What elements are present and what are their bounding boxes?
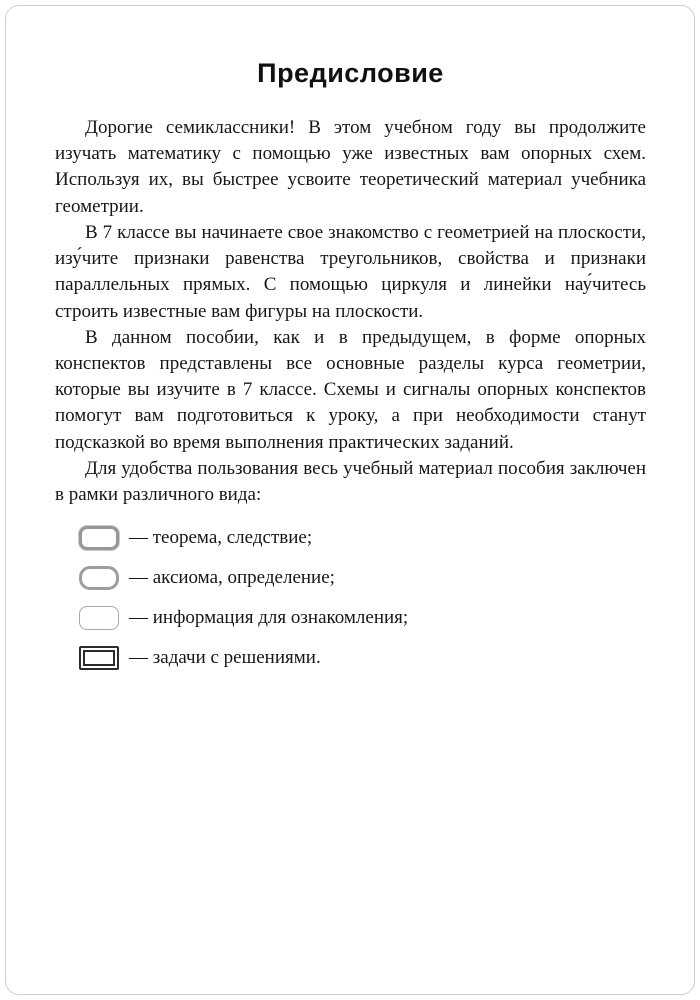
legend-label-axiom: — аксиома, определение; [129,567,335,589]
frame-legend [55,524,646,672]
document-page [55,58,646,684]
legend-item-axiom [79,564,646,592]
axiom-frame-sample [79,566,119,590]
theorem-frame-sample [79,526,119,550]
legend-label-theorem: — теорема, следствие; [129,527,313,549]
tasks-frame-sample [79,646,119,670]
legend-item-theorem [79,524,646,552]
legend-item-info [79,604,646,632]
page-title: Предисловие [257,58,444,88]
paragraph-1: Дорогие семиклассники! В этом учебном году вы продолжите изучать математику с помощью уже известных вам опорных схем. Используя их, вы быстрее усвоите теоретический материал учебника геометрии. [55,117,646,217]
paragraph-4: Для удобства пользования весь учебный материал пособия заключен в рамки различного вида: [55,457,646,506]
legend-label-info: — информация для ознакомления; [129,607,409,629]
paragraph-3: В данном пособии, как и в предыдущем, в форме опорных конспектов представлены все основные разделы курса геометрии, которые вы изучите в 7 классе. Схемы и сигналы опорных конспектов помогут вам подготовиться к уроку, а при необходимости станут подсказкой во время выполнения практических заданий. [55,326,646,453]
paragraph-2: В 7 классе вы начинаете свое знакомство с геометрией на плоскости, изу́чите признаки равенства треугольников, свойства и признаки параллельных прямых. С помощью циркуля и линейки нау́читесь строить известные вам фигуры на плоскости. [55,221,646,322]
legend-item-tasks [79,644,646,672]
legend-label-tasks: — задачи с решениями. [129,647,321,669]
preface-text [55,115,646,508]
info-frame-sample [79,606,119,630]
